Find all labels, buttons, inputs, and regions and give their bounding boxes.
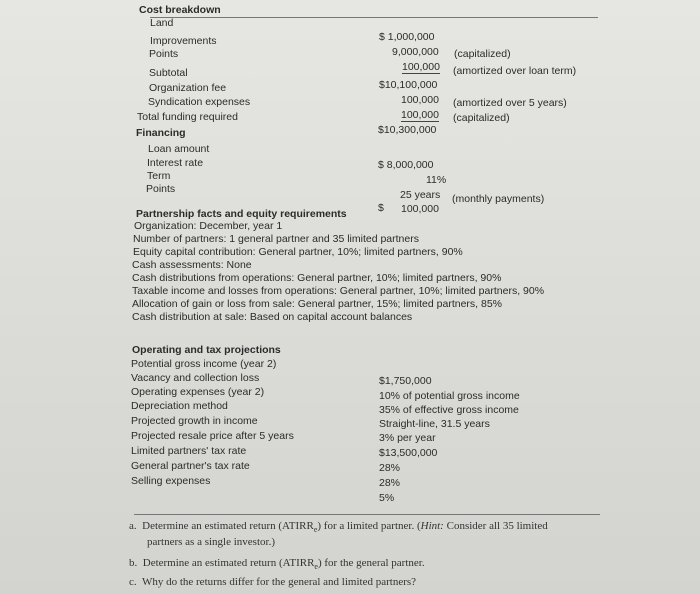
operating-label: Projected resale price after 5 years	[131, 430, 294, 442]
question-c	[129, 576, 416, 588]
org-fee-value: 100,000	[401, 94, 439, 106]
improvements-note: (capitalized)	[454, 48, 511, 60]
operating-value: $13,500,000	[379, 447, 438, 459]
question-b-letter: b.	[129, 557, 138, 569]
syndication-value: 100,000	[401, 109, 439, 121]
question-a-text: Determine an estimated return (ATIRR	[142, 520, 314, 532]
operating-label: General partner's tax rate	[131, 460, 250, 472]
question-a	[129, 520, 548, 536]
cost-breakdown-heading: Cost breakdown	[139, 4, 221, 16]
question-b-sub: e	[314, 562, 318, 572]
interest-rate-label: Interest rate	[147, 157, 204, 169]
partnership-line: Cash distribution at sale: Based on capital account balances	[132, 311, 413, 323]
operating-value: 3% per year	[379, 432, 436, 444]
land-value: $ 1,000,000	[379, 31, 435, 43]
operating-label: Projected growth in income	[131, 415, 258, 427]
land-label: Land	[150, 17, 174, 29]
question-c-text: Why do the returns differ for the general and limited partners?	[141, 576, 417, 588]
org-fee-note: (amortized over 5 years)	[453, 97, 567, 109]
operating-value: 35% of effective gross income	[379, 404, 519, 416]
operating-label: Depreciation method	[131, 400, 228, 412]
question-a-letter: a.	[129, 520, 137, 532]
operating-value: 28%	[379, 462, 401, 474]
subtotal-value: $10,100,000	[379, 79, 438, 91]
improvements-label: Improvements	[150, 35, 217, 47]
total-funding-value: $10,300,000	[378, 124, 437, 136]
question-b-text2: ) for the general partner.	[317, 557, 425, 569]
financing-points-value: 100,000	[401, 203, 439, 215]
term-label: Term	[147, 170, 171, 182]
question-a-text3: Consider all 35 limited	[443, 520, 548, 532]
operating-value: 5%	[379, 492, 395, 504]
interest-rate-value: 11%	[426, 174, 447, 186]
operating-value: $1,750,000	[379, 375, 432, 387]
term-note: (monthly payments)	[452, 193, 545, 205]
partnership-line: Cash assessments: None	[132, 259, 252, 271]
partnership-line: Allocation of gain or loss from sale: General partner, 15%; limited partners, 85%	[132, 298, 503, 310]
partnership-line: Taxable income and losses from operations: General partner, 10%; limited partners, 90%	[132, 285, 545, 297]
partnership-line: Equity capital contribution: General partner, 10%; limited partners, 90%	[133, 246, 463, 258]
loan-amount-label: Loan amount	[148, 143, 210, 155]
partnership-heading: Partnership facts and equity requirements	[136, 208, 347, 220]
question-c-letter: c.	[129, 576, 137, 588]
operating-value: Straight-line, 31.5 years	[379, 418, 490, 430]
org-fee-label: Organization fee	[149, 82, 227, 94]
operating-label: Limited partners' tax rate	[131, 445, 247, 457]
question-a-text2: ) for a limited partner. (	[317, 520, 421, 532]
syndication-label: Syndication expenses	[148, 96, 251, 108]
points-note: (amortized over loan term)	[453, 65, 577, 77]
financing-points-dollar: $	[378, 202, 384, 214]
top-rule	[150, 17, 598, 18]
points-label: Points	[149, 48, 179, 60]
partnership-line: Number of partners: 1 general partner and 35 limited partners	[133, 233, 419, 245]
points-value: 100,000	[402, 61, 440, 73]
operating-label: Selling expenses	[131, 475, 211, 487]
improvements-value: 9,000,000	[392, 46, 439, 58]
operating-heading: Operating and tax projections	[132, 344, 281, 356]
financing-heading: Financing	[136, 127, 186, 139]
operating-value: 10% of potential gross income	[379, 390, 520, 402]
operating-label: Operating expenses (year 2)	[131, 386, 265, 398]
question-a-continuation: partners as a single investor.)	[147, 536, 275, 548]
operating-value: 28%	[379, 477, 401, 489]
syndication-note: (capitalized)	[453, 112, 510, 124]
question-a-sub: e	[313, 525, 318, 535]
question-b	[129, 557, 425, 573]
operating-label: Potential gross income (year 2)	[131, 358, 277, 370]
question-a-hint: Hint:	[420, 520, 444, 532]
partnership-line: Organization: December, year 1	[134, 220, 283, 232]
question-b-text: Determine an estimated return (ATIRR	[142, 557, 315, 569]
financing-points-label: Points	[146, 183, 176, 195]
questions-rule	[134, 514, 600, 515]
partnership-line: Cash distributions from operations: General partner, 10%; limited partners, 90%	[132, 272, 502, 284]
operating-label: Vacancy and collection loss	[131, 372, 260, 384]
subtotal-label: Subtotal	[149, 67, 188, 79]
loan-amount-value: $ 8,000,000	[378, 159, 434, 171]
total-funding-label: Total funding required	[137, 111, 238, 123]
term-value: 25 years	[400, 189, 441, 201]
